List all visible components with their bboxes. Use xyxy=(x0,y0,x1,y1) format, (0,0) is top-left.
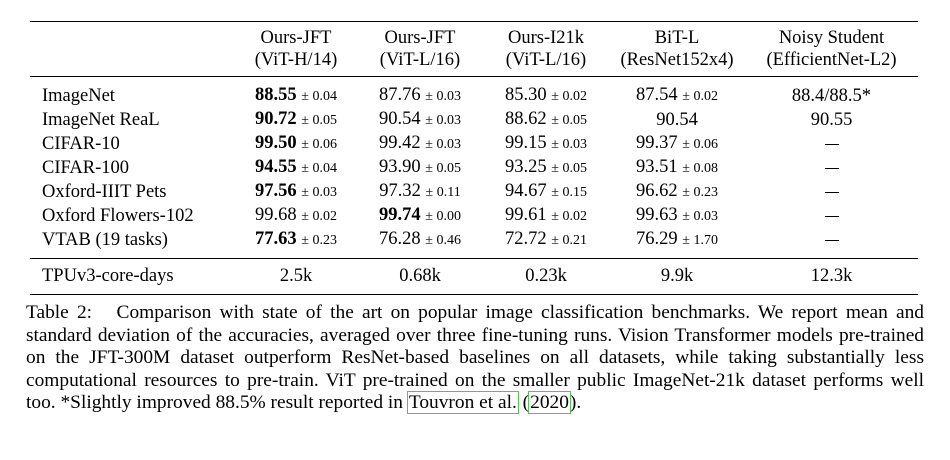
accuracy-value: 85.30 xyxy=(505,85,547,105)
header-cell-empty xyxy=(30,22,235,77)
std-deviation: ± 0.05 xyxy=(551,113,587,128)
std-deviation: ± 0.03 xyxy=(551,137,587,152)
std-deviation: ± 0.23 xyxy=(301,233,337,248)
accuracy-value: 99.15 xyxy=(505,133,547,153)
table-row xyxy=(30,77,918,109)
accuracy-value: 90.54 xyxy=(379,109,421,129)
result-cell xyxy=(609,77,745,109)
std-deviation: ± 0.02 xyxy=(301,209,337,224)
header-cell-bit-l xyxy=(609,22,745,77)
accuracy-value: 90.55 xyxy=(810,109,853,130)
accuracy-value: 76.29 xyxy=(636,229,678,249)
result-cell xyxy=(609,132,745,156)
table-row xyxy=(30,108,918,132)
std-deviation: ± 1.70 xyxy=(682,233,718,248)
result-cell xyxy=(609,108,745,132)
std-deviation: ± 0.03 xyxy=(425,137,461,152)
result-cell xyxy=(745,228,918,259)
compute-row xyxy=(30,259,918,295)
result-cell xyxy=(235,228,357,259)
std-deviation: ± 0.00 xyxy=(425,209,461,224)
std-deviation: ± 0.03 xyxy=(425,89,461,104)
accuracy-value: 99.68 xyxy=(255,205,297,225)
std-deviation: ± 0.02 xyxy=(551,209,587,224)
compute-value: 12.3k xyxy=(810,266,853,286)
result-cell xyxy=(357,77,483,109)
result-cell xyxy=(357,132,483,156)
accuracy-value: 93.51 xyxy=(636,157,678,177)
result-cell xyxy=(357,204,483,228)
header-model-arch: (ResNet152x4) xyxy=(620,50,734,70)
std-deviation: ± 0.46 xyxy=(425,233,461,248)
accuracy-value: 87.54 xyxy=(636,85,678,105)
header-model-arch: (ViT-L/16) xyxy=(379,50,461,70)
header-row xyxy=(30,22,918,77)
header-cell-ours-i21k-l16 xyxy=(483,22,609,77)
citation-link-year[interactable]: 2020 xyxy=(530,392,569,414)
accuracy-value: 87.76 xyxy=(379,85,421,105)
caption-text: Comparison with state of the art on popular image classification benchmarks. We report mean and standard deviation of the accuracies, averaged over three fine-tuning runs. Vision Transformer models pre-trained on the JFT-300M dataset outperform ResNet-based baselines on all datasets, while taking substantially less computational resources to pre-train. ViT pre-trained on the smaller public ImageNet-21k dataset performs well too. *Slightly improved 88.5% result reported in xyxy=(26,302,924,414)
result-cell xyxy=(745,156,918,180)
header-model-arch: (ViT-L/16) xyxy=(505,50,587,70)
accuracy-value: 99.37 xyxy=(636,133,678,153)
accuracy-value: 99.74 xyxy=(379,205,421,225)
result-cell xyxy=(483,180,609,204)
dataset-name: CIFAR-10 xyxy=(42,133,120,154)
std-deviation: ± 0.04 xyxy=(301,161,337,176)
accuracy-value: 88.4/88.5* xyxy=(791,85,872,106)
header-model-name: Ours-JFT xyxy=(260,28,332,48)
result-cell xyxy=(357,228,483,259)
accuracy-value: 93.90 xyxy=(379,157,421,177)
compute-value: 2.5k xyxy=(279,266,313,286)
result-cell xyxy=(745,132,918,156)
accuracy-value: 76.28 xyxy=(379,229,421,249)
result-cell xyxy=(235,204,357,228)
accuracy-value: 99.50 xyxy=(255,133,297,153)
result-cell xyxy=(609,156,745,180)
table-row xyxy=(30,132,918,156)
result-cell xyxy=(483,108,609,132)
dataset-name: ImageNet xyxy=(42,85,115,106)
header-model-name: Noisy Student xyxy=(778,28,885,48)
not-reported-dash xyxy=(825,144,839,145)
result-cell xyxy=(357,180,483,204)
table-row xyxy=(30,180,918,204)
result-cell xyxy=(357,108,483,132)
header-cell-ours-jft-l16 xyxy=(357,22,483,77)
compute-value: 9.9k xyxy=(660,266,694,286)
results-body xyxy=(30,77,918,259)
result-cell xyxy=(483,132,609,156)
accuracy-value: 99.63 xyxy=(636,205,678,225)
not-reported-dash xyxy=(825,240,839,241)
std-deviation: ± 0.15 xyxy=(551,185,587,200)
result-cell xyxy=(357,156,483,180)
dataset-name: Oxford Flowers-102 xyxy=(42,205,194,226)
std-deviation: ± 0.03 xyxy=(301,185,337,200)
std-deviation: ± 0.11 xyxy=(425,185,461,200)
result-cell xyxy=(235,180,357,204)
result-cell xyxy=(483,228,609,259)
std-deviation: ± 0.21 xyxy=(551,233,587,248)
accuracy-value: 88.62 xyxy=(505,109,547,129)
std-deviation: ± 0.06 xyxy=(301,137,337,152)
caption-label: Table 2: xyxy=(26,302,93,323)
accuracy-value: 90.72 xyxy=(255,109,297,129)
table-row xyxy=(30,228,918,259)
compute-body xyxy=(30,259,918,295)
not-reported-dash xyxy=(825,168,839,169)
table-row xyxy=(30,156,918,180)
std-deviation: ± 0.04 xyxy=(301,89,337,104)
accuracy-value: 88.55 xyxy=(255,85,297,105)
std-deviation: ± 0.02 xyxy=(682,89,718,104)
std-deviation: ± 0.08 xyxy=(682,161,718,176)
header-model-name: Ours-I21k xyxy=(507,28,585,48)
accuracy-value: 90.54 xyxy=(656,109,698,130)
accuracy-value: 77.63 xyxy=(255,229,297,249)
std-deviation: ± 0.23 xyxy=(682,185,718,200)
accuracy-value: 96.62 xyxy=(636,181,678,201)
accuracy-value: 97.32 xyxy=(379,181,421,201)
accuracy-value: 97.56 xyxy=(255,181,297,201)
std-deviation: ± 0.03 xyxy=(682,209,718,224)
result-cell xyxy=(745,180,918,204)
compute-value: 0.68k xyxy=(399,266,441,286)
accuracy-value: 93.25 xyxy=(505,157,547,177)
accuracy-value: 94.55 xyxy=(255,157,297,177)
std-deviation: ± 0.02 xyxy=(551,89,587,104)
table-row xyxy=(30,204,918,228)
result-cell xyxy=(745,108,918,132)
compute-value: 0.23k xyxy=(525,266,567,286)
std-deviation: ± 0.05 xyxy=(551,161,587,176)
result-cell xyxy=(235,77,357,109)
std-deviation: ± 0.03 xyxy=(425,113,461,128)
not-reported-dash xyxy=(825,192,839,193)
result-cell xyxy=(235,156,357,180)
std-deviation: ± 0.05 xyxy=(425,161,461,176)
result-cell xyxy=(745,77,918,109)
citation-link-authors[interactable]: Touvron et al. xyxy=(408,392,517,414)
table-caption: Table 2: Comparison with state of the art on popular image classification benchmarks. We report mean and standard deviation of the accuracies, averaged over three fine-tuning runs. Vision Transformer models pre-trained on the JFT-300M dataset outperform ResNet-based baselines on all datasets, while taking substantially less computational resources to pre-train. ViT pre-trained on the smaller public ImageNet-21k dataset performs well too. *Slightly improved 88.5% result reported in Touvron et al. (2020). xyxy=(26,302,924,414)
dataset-name: ImageNet ReaL xyxy=(42,109,160,130)
header-model-arch: (EfficientNet-L2) xyxy=(766,50,897,70)
caption-end: . xyxy=(576,392,582,414)
header-cell-ours-jft-h14 xyxy=(235,22,357,77)
accuracy-value: 72.72 xyxy=(505,229,547,249)
std-deviation: ± 0.06 xyxy=(682,137,718,152)
std-deviation: ± 0.05 xyxy=(301,113,337,128)
result-cell xyxy=(609,228,745,259)
dataset-name: VTAB (19 tasks) xyxy=(42,229,168,250)
accuracy-value: 99.42 xyxy=(379,133,421,153)
result-cell xyxy=(745,204,918,228)
result-cell xyxy=(483,156,609,180)
dataset-name: TPUv3-core-days xyxy=(42,266,174,286)
results-table-container xyxy=(30,21,918,295)
result-cell xyxy=(609,180,745,204)
dataset-name: Oxford-IIIT Pets xyxy=(42,181,167,202)
accuracy-value: 94.67 xyxy=(505,181,547,201)
result-cell xyxy=(483,77,609,109)
result-cell xyxy=(609,204,745,228)
result-cell xyxy=(235,132,357,156)
accuracy-value: 99.61 xyxy=(505,205,547,225)
results-table xyxy=(30,21,918,295)
header-model-name: BiT-L xyxy=(654,28,700,48)
header-model-arch: (ViT-H/14) xyxy=(254,50,338,70)
not-reported-dash xyxy=(825,216,839,217)
result-cell xyxy=(235,108,357,132)
dataset-name: CIFAR-100 xyxy=(42,157,130,178)
result-cell xyxy=(483,204,609,228)
header-cell-noisy-student xyxy=(745,22,918,77)
header-model-name: Ours-JFT xyxy=(384,28,456,48)
